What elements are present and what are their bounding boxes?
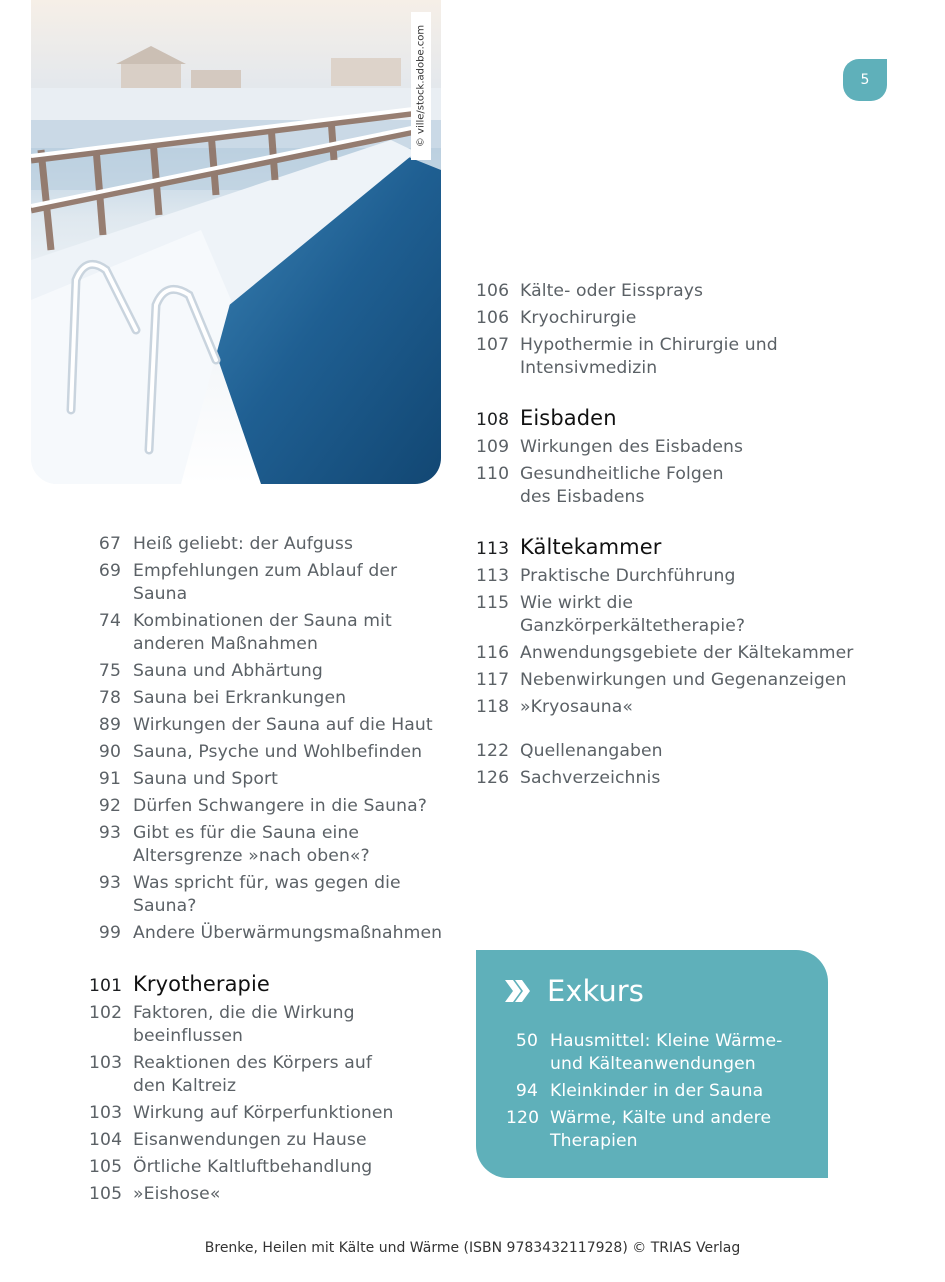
toc-entry-line: Altersgrenze »nach oben«? [133,846,370,866]
toc-entry [89,1002,449,1048]
toc-page-number: 105 [89,1184,123,1204]
toc-entry-title [133,822,370,868]
toc-entry [89,768,449,791]
toc-entry [89,1102,449,1125]
toc-entry-line: Empfehlungen zum Ablauf der Sauna [133,561,398,604]
photo-credit [411,12,431,160]
toc-entry [89,610,449,656]
toc-page-number: 90 [98,742,121,762]
toc-entry [476,592,856,638]
toc-entry-line: den Kaltreiz [133,1076,237,1096]
toc-entry-line: Sauna und Sport [133,769,279,789]
toc-page-number: 75 [98,661,121,681]
toc-page-number: 50 [515,1031,538,1051]
toc-entry [476,334,856,380]
toc-page-number: 99 [98,923,121,943]
toc-entry-line: Was spricht für, was gegen die [133,873,401,893]
toc-entry-line: Kryochirurgie [520,308,637,328]
toc-page-number: 93 [98,873,121,893]
toc-entry-line: Sauna? [133,896,197,916]
cover-photo-ice-pool [31,0,441,484]
toc-page-number: 116 [476,643,510,663]
exkurs-box [476,950,828,1178]
toc-page-number: 78 [98,688,121,708]
toc-entry-line: Wärme, Kälte und andere [550,1108,772,1128]
toc-entry [89,1183,449,1206]
toc-entry-title [520,307,636,330]
toc-entry-title [520,642,853,665]
toc-page-number: 69 [98,561,121,581]
toc-entry-title [133,1183,220,1206]
toc-entry-title [133,533,353,556]
toc-entry-title [520,767,660,790]
toc-entry-title [133,1102,394,1125]
toc-right-column [476,280,856,794]
toc-entry [89,741,449,764]
toc-page-number: 105 [89,1157,123,1177]
toc-section-heading [89,971,449,999]
toc-section-heading [476,534,856,562]
toc-entry-line: Reaktionen des Körpers auf [133,1053,373,1073]
toc-section-title: Eisbaden [520,406,617,430]
toc-page-number: 109 [476,437,510,457]
toc-entry-title [133,1002,355,1048]
toc-entry-line: und Kälteanwendungen [550,1054,756,1074]
toc-entry-title [133,768,278,791]
toc-entry-line: Kombinationen der Sauna mit [133,611,392,631]
toc-entry-line: Eisanwendungen zu Hause [133,1130,367,1150]
toc-entry [89,1052,449,1098]
toc-entry-line: Wirkungen des Eisbadens [520,437,744,457]
toc-entry-line: Therapien [550,1131,638,1151]
toc-entry-title [520,740,663,763]
toc-entry [89,714,449,737]
toc-page-number: 103 [89,1103,123,1123]
toc-entry-title [550,1107,771,1153]
toc-entry-line: Hypothermie in Chirurgie und [520,335,778,355]
toc-entry-line: Gesundheitliche Folgen [520,464,724,484]
toc-section-heading [476,405,856,433]
toc-entry-title [520,592,745,638]
toc-entry [89,922,449,945]
toc-page-number: 103 [89,1053,123,1073]
toc-entry-line: Quellenangaben [520,741,663,761]
toc-entry-line: Dürfen Schwangere in die Sauna? [133,796,427,816]
toc-page-number: 91 [98,769,121,789]
toc-entry-line: Gibt es für die Sauna eine [133,823,360,843]
toc-entry-title [133,872,401,918]
toc-entry [476,696,856,719]
toc-entry-line: Wirkungen der Sauna auf die Haut [133,715,433,735]
toc-entry-line: des Eisbadens [520,487,645,507]
toc-entry-title [133,795,427,818]
toc-entry-title [133,660,323,683]
toc-page-number: 120 [506,1108,540,1128]
toc-entry-title [520,669,847,692]
toc-page-number: 89 [98,715,121,735]
toc-entry-title [133,1156,372,1179]
toc-page-number: 92 [98,796,121,816]
double-chevron-right-icon [505,980,531,1002]
toc-page-number: 115 [476,593,510,613]
toc-entry [506,1030,782,1076]
toc-entry [89,1129,449,1152]
toc-entry [89,687,449,710]
toc-entry [476,280,856,303]
toc-page-number: 107 [476,335,510,355]
toc-left-column [89,533,449,1210]
toc-entry-line: Sachverzeichnis [520,768,661,788]
toc-entry [89,533,449,556]
toc-entry [476,642,856,665]
toc-entry-title [550,1080,763,1103]
toc-entry-line: Faktoren, die die Wirkung [133,1003,355,1023]
toc-page-number: 118 [476,697,510,717]
toc-entry-line: Nebenwirkungen und Gegenanzeigen [520,670,847,690]
toc-page-number: 117 [476,670,510,690]
toc-entry-title [550,1030,782,1076]
toc-entry [476,463,856,509]
exkurs-title: Exkurs [547,974,644,1008]
footer-citation: Brenke, Heilen mit Kälte und Wärme (ISBN 9783432117928) © TRIAS Verlag [204,1240,741,1256]
toc-entry-line: beeinflussen [133,1026,244,1046]
toc-page-number: 102 [89,1003,123,1023]
toc-entry-line: Praktische Durchführung [520,566,736,586]
toc-entry-line: »Eishose« [133,1184,221,1204]
toc-entry-line: Andere Überwärmungsmaßnahmen [133,923,443,943]
toc-page-number: 122 [476,741,510,761]
toc-entry [506,1107,782,1153]
toc-entry-line: Sauna und Abhärtung [133,661,323,681]
toc-entry-title [133,922,442,945]
toc-entry [476,767,856,790]
toc-page-number: 67 [98,534,121,554]
toc-entry-title [520,280,703,303]
toc-page-number: 101 [89,976,123,996]
toc-entry-title [133,687,346,710]
toc-entry-line: Anwendungsgebiete der Kältekammer [520,643,854,663]
toc-entry-title [520,565,736,588]
toc-entry [89,1156,449,1179]
toc-page-number: 113 [476,539,510,559]
toc-entry [89,795,449,818]
ice-pool-illustration [31,0,441,484]
page-number-badge [843,59,887,101]
toc-page-number: 106 [476,308,510,328]
toc-entry-title [520,436,743,459]
exkurs-header [505,974,644,1008]
toc-entry-title [520,334,778,380]
toc-entry [476,669,856,692]
toc-entry-title [520,696,633,719]
toc-entry-title [133,1129,367,1152]
toc-entry-line: Hausmittel: Kleine Wärme- [550,1031,783,1051]
toc-entry [89,560,449,606]
toc-page-number: 104 [89,1130,123,1150]
toc-entry-line: Kleinkinder in der Sauna [550,1081,764,1101]
toc-page-number: 94 [515,1081,538,1101]
toc-entry-line: Intensivmedizin [520,358,658,378]
toc-section-title: Kältekammer [520,535,662,559]
toc-page-number: 74 [98,611,121,631]
toc-entry-title [133,560,449,606]
photo-credit-text: © ville/stock.adobe.com [415,24,427,148]
toc-page-number: 106 [476,281,510,301]
toc-entry-line: »Kryosauna« [520,697,633,717]
toc-page-number: 93 [98,823,121,843]
toc-page-number: 110 [476,464,510,484]
toc-entry-line: Wirkung auf Körperfunktionen [133,1103,394,1123]
toc-page-number: 113 [476,566,510,586]
toc-entry [476,740,856,763]
toc-entry-line: anderen Maßnahmen [133,634,318,654]
toc-entry [89,660,449,683]
toc-entry-line: Heiß geliebt: der Aufguss [133,534,354,554]
toc-entry-line: Wie wirkt die [520,593,634,613]
toc-entry-line: Örtliche Kaltluftbehandlung [133,1157,373,1177]
toc-entry-title [520,463,724,509]
toc-entry [89,872,449,918]
exkurs-list [506,1030,782,1157]
toc-entry-title [133,610,392,656]
toc-entry [476,307,856,330]
toc-page-number: 108 [476,410,510,430]
toc-entry [476,565,856,588]
toc-entry-line: Ganzkörperkältetherapie? [520,616,746,636]
toc-entry-line: Sauna bei Erkrankungen [133,688,347,708]
toc-section-title: Kryotherapie [133,972,270,996]
toc-entry-title [133,714,433,737]
toc-page-number: 126 [476,768,510,788]
toc-entry-title [133,1052,372,1098]
toc-entry [506,1080,782,1103]
toc-entry [89,822,449,868]
toc-entry [476,436,856,459]
toc-entry-line: Sauna, Psyche und Wohlbefinden [133,742,423,762]
toc-entry-title [133,741,422,764]
page-number: 5 [860,72,870,88]
toc-entry-line: Kälte- oder Eissprays [520,281,704,301]
